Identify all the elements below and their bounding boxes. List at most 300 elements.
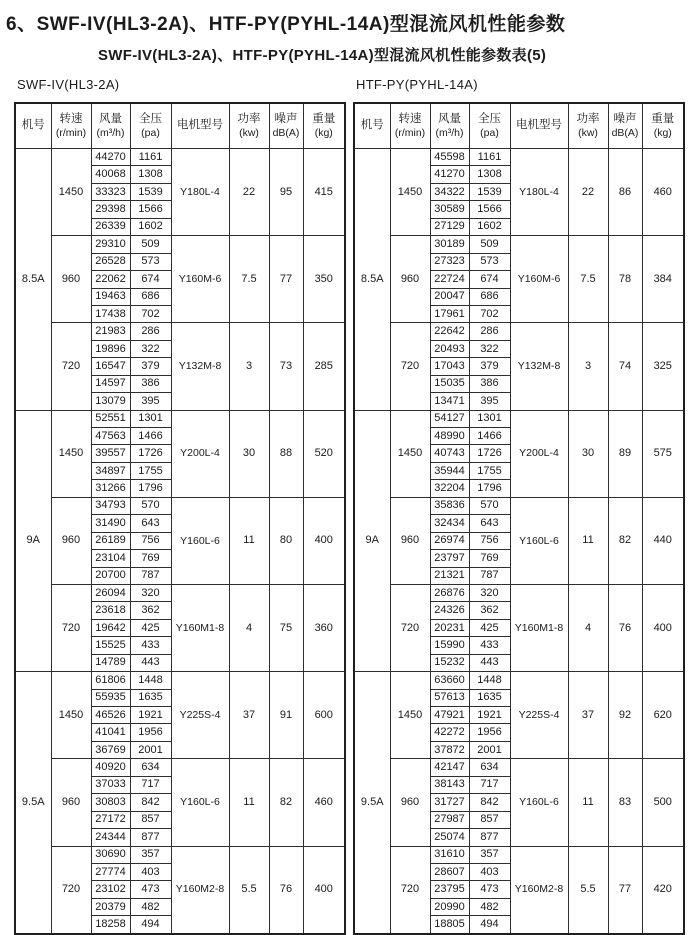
table-row: [354, 323, 684, 340]
table-row: [15, 323, 345, 340]
pressure-cell: 1308: [130, 166, 171, 183]
pressure-cell: 320: [130, 584, 171, 601]
flow-cell: 34793: [91, 497, 130, 514]
flow-cell: 20047: [430, 288, 469, 305]
power-cell: 4: [229, 584, 269, 671]
pressure-cell: 395: [130, 393, 171, 410]
motor-cell: Y160L-6: [510, 497, 568, 584]
col-header-unit: (kg): [314, 126, 333, 139]
flow-cell: 31266: [91, 480, 130, 497]
pressure-cell: 357: [469, 846, 510, 863]
weight-cell: 400: [303, 497, 345, 584]
pressure-cell: 433: [130, 637, 171, 654]
motor-cell: Y225S-4: [510, 672, 568, 759]
col-header-label: 机号: [360, 119, 384, 132]
pressure-cell: 509: [130, 236, 171, 253]
pressure-cell: 1755: [130, 462, 171, 479]
weight-cell: 420: [642, 846, 684, 934]
pressure-cell: 1796: [130, 480, 171, 497]
pressure-cell: 494: [469, 916, 510, 934]
flow-cell: 25074: [430, 829, 469, 846]
pressure-cell: 634: [469, 759, 510, 776]
col-header-unit: (r/min): [394, 126, 426, 139]
pressure-cell: 1635: [130, 689, 171, 706]
col-header-pressure: [469, 103, 510, 149]
col-header-speed: [390, 103, 430, 149]
pressure-cell: 702: [469, 305, 510, 322]
pressure-cell: 1796: [469, 480, 510, 497]
pressure-cell: 1726: [130, 445, 171, 462]
noise-cell: 76: [269, 846, 303, 934]
motor-cell: Y132M-8: [510, 323, 568, 410]
pressure-cell: 1566: [469, 201, 510, 218]
noise-cell: 82: [608, 497, 642, 584]
flow-cell: 35836: [430, 497, 469, 514]
col-header-flow: [430, 103, 469, 149]
col-header-unit: dB(A): [272, 126, 300, 139]
flow-cell: 22642: [430, 323, 469, 340]
table-row: [15, 672, 345, 689]
flow-cell: 20379: [91, 898, 130, 915]
flow-cell: 40743: [430, 445, 469, 462]
power-cell: 7.5: [568, 236, 608, 323]
weight-cell: 460: [303, 759, 345, 846]
col-header-weight: [303, 103, 345, 149]
col-header-speed: [51, 103, 91, 149]
pressure-cell: 433: [469, 637, 510, 654]
pressure-cell: 286: [130, 323, 171, 340]
model-cell: 8.5A: [354, 149, 390, 411]
weight-cell: 325: [642, 323, 684, 410]
pressure-cell: 787: [469, 567, 510, 584]
speed-cell: 960: [51, 759, 91, 846]
noise-cell: 74: [608, 323, 642, 410]
col-header-label: 功率: [237, 113, 261, 126]
pressure-cell: 403: [469, 863, 510, 880]
weight-cell: 500: [642, 759, 684, 846]
col-header-label: 噪声: [274, 113, 298, 126]
flow-cell: 15232: [430, 654, 469, 671]
pressure-cell: 482: [130, 898, 171, 915]
noise-cell: 86: [608, 149, 642, 236]
flow-cell: 31610: [430, 846, 469, 863]
col-header-label: 噪声: [613, 113, 637, 126]
pressure-cell: 857: [130, 811, 171, 828]
power-cell: 3: [229, 323, 269, 410]
power-cell: 11: [568, 759, 608, 846]
flow-cell: 13471: [430, 393, 469, 410]
weight-cell: 384: [642, 236, 684, 323]
flow-cell: 13079: [91, 393, 130, 410]
flow-cell: 61806: [91, 672, 130, 689]
pressure-cell: 395: [469, 393, 510, 410]
performance-table-swf: [14, 102, 346, 935]
flow-cell: 45598: [430, 149, 469, 166]
weight-cell: 400: [642, 584, 684, 671]
col-header-label: 转速: [398, 113, 422, 126]
flow-cell: 34322: [430, 183, 469, 200]
noise-cell: 88: [269, 410, 303, 497]
flow-cell: 57613: [430, 689, 469, 706]
pressure-cell: 320: [469, 584, 510, 601]
speed-cell: 960: [51, 236, 91, 323]
pressure-cell: 2001: [130, 741, 171, 758]
speed-cell: 1450: [51, 410, 91, 497]
motor-cell: Y200L-4: [171, 410, 229, 497]
pressure-cell: 842: [130, 794, 171, 811]
pressure-cell: 1956: [469, 724, 510, 741]
flow-cell: 21321: [430, 567, 469, 584]
col-header-label: 电机型号: [516, 119, 562, 132]
weight-cell: 440: [642, 497, 684, 584]
pressure-cell: 1301: [469, 410, 510, 427]
col-header-label: 风量: [99, 113, 122, 126]
flow-cell: 23795: [430, 881, 469, 898]
pressure-cell: 1921: [469, 707, 510, 724]
power-cell: 11: [229, 497, 269, 584]
pressure-cell: 322: [469, 340, 510, 357]
col-header-noise: [608, 103, 642, 149]
flow-cell: 23618: [91, 602, 130, 619]
col-header-label: 全压: [139, 113, 162, 126]
col-header-unit: (kw): [239, 126, 259, 139]
flow-cell: 31490: [91, 515, 130, 532]
flow-cell: 52551: [91, 410, 130, 427]
flow-cell: 28607: [430, 863, 469, 880]
power-cell: 5.5: [568, 846, 608, 934]
col-header-unit: (pa): [480, 126, 499, 139]
pressure-cell: 717: [130, 776, 171, 793]
noise-cell: 77: [269, 236, 303, 323]
col-header-model: [354, 103, 390, 149]
flow-cell: 20700: [91, 567, 130, 584]
noise-cell: 82: [269, 759, 303, 846]
weight-cell: 360: [303, 584, 345, 671]
pressure-cell: 717: [469, 776, 510, 793]
flow-cell: 37872: [430, 741, 469, 758]
pressure-cell: 1539: [130, 183, 171, 200]
pressure-cell: 1755: [469, 462, 510, 479]
noise-cell: 80: [269, 497, 303, 584]
noise-cell: 92: [608, 672, 642, 759]
speed-cell: 1450: [390, 410, 430, 497]
speed-cell: 960: [51, 497, 91, 584]
header-row: [354, 103, 684, 149]
noise-cell: 95: [269, 149, 303, 236]
header-row: [15, 103, 345, 149]
flow-cell: 16547: [91, 358, 130, 375]
flow-cell: 26339: [91, 218, 130, 235]
performance-table-htf: [353, 102, 685, 935]
power-cell: 3: [568, 323, 608, 410]
pressure-cell: 509: [469, 236, 510, 253]
col-header-pressure: [130, 103, 171, 149]
flow-cell: 19463: [91, 288, 130, 305]
weight-cell: 575: [642, 410, 684, 497]
motor-cell: Y160M1-8: [171, 584, 229, 671]
pressure-cell: 1602: [469, 218, 510, 235]
pressure-cell: 643: [130, 515, 171, 532]
noise-cell: 75: [269, 584, 303, 671]
noise-cell: 76: [608, 584, 642, 671]
flow-cell: 26974: [430, 532, 469, 549]
flow-cell: 40068: [91, 166, 130, 183]
pressure-cell: 362: [130, 602, 171, 619]
pressure-cell: 769: [130, 550, 171, 567]
pressure-cell: 1466: [469, 428, 510, 445]
flow-cell: 54127: [430, 410, 469, 427]
pressure-cell: 1448: [469, 672, 510, 689]
pressure-cell: 482: [469, 898, 510, 915]
noise-cell: 91: [269, 672, 303, 759]
speed-cell: 720: [51, 584, 91, 671]
flow-cell: 32434: [430, 515, 469, 532]
col-header-noise: [269, 103, 303, 149]
table-row: [354, 497, 684, 514]
power-cell: 11: [229, 759, 269, 846]
motor-cell: Y180L-4: [510, 149, 568, 236]
power-cell: 5.5: [229, 846, 269, 934]
noise-cell: 78: [608, 236, 642, 323]
col-header-unit: (r/min): [55, 126, 87, 139]
speed-cell: 1450: [390, 149, 430, 236]
power-cell: 4: [568, 584, 608, 671]
flow-cell: 26528: [91, 253, 130, 270]
flow-cell: 48990: [430, 428, 469, 445]
speed-cell: 720: [390, 323, 430, 410]
flow-cell: 26189: [91, 532, 130, 549]
power-cell: 37: [568, 672, 608, 759]
col-header-unit: (m³/h): [435, 126, 464, 139]
table-row: [15, 236, 345, 253]
pressure-cell: 386: [130, 375, 171, 392]
pressure-cell: 425: [469, 619, 510, 636]
flow-cell: 24344: [91, 829, 130, 846]
table-label-swf: SWF-IV(HL3-2A): [17, 77, 120, 92]
speed-cell: 1450: [51, 672, 91, 759]
pressure-cell: 379: [469, 358, 510, 375]
col-header-label: 全压: [478, 113, 501, 126]
col-header-label: 风量: [438, 113, 461, 126]
col-header-flow: [91, 103, 130, 149]
motor-cell: Y160M-6: [171, 236, 229, 323]
flow-cell: 15035: [430, 375, 469, 392]
flow-cell: 47563: [91, 428, 130, 445]
motor-cell: Y225S-4: [171, 672, 229, 759]
pressure-cell: 379: [130, 358, 171, 375]
flow-cell: 47921: [430, 707, 469, 724]
flow-cell: 20990: [430, 898, 469, 915]
pressure-cell: 634: [130, 759, 171, 776]
flow-cell: 27987: [430, 811, 469, 828]
flow-cell: 30589: [430, 201, 469, 218]
pressure-cell: 443: [469, 654, 510, 671]
motor-cell: Y132M-8: [171, 323, 229, 410]
pressure-cell: 573: [469, 253, 510, 270]
flow-cell: 30690: [91, 846, 130, 863]
power-cell: 7.5: [229, 236, 269, 323]
col-header-weight: [642, 103, 684, 149]
model-cell: 9A: [15, 410, 51, 672]
motor-cell: Y160M2-8: [171, 846, 229, 934]
power-cell: 37: [229, 672, 269, 759]
pressure-cell: 1539: [469, 183, 510, 200]
power-cell: 22: [568, 149, 608, 236]
flow-cell: 42147: [430, 759, 469, 776]
weight-cell: 460: [642, 149, 684, 236]
speed-cell: 1450: [51, 149, 91, 236]
pressure-cell: 2001: [469, 741, 510, 758]
col-header-unit: (pa): [141, 126, 160, 139]
weight-cell: 350: [303, 236, 345, 323]
speed-cell: 720: [51, 323, 91, 410]
pressure-cell: 787: [130, 567, 171, 584]
speed-cell: 720: [390, 584, 430, 671]
pressure-cell: 425: [130, 619, 171, 636]
pressure-cell: 570: [469, 497, 510, 514]
flow-cell: 20493: [430, 340, 469, 357]
flow-cell: 22062: [91, 271, 130, 288]
model-cell: 9.5A: [15, 672, 51, 934]
motor-cell: Y160M1-8: [510, 584, 568, 671]
pressure-cell: 877: [469, 829, 510, 846]
pressure-cell: 877: [130, 829, 171, 846]
flow-cell: 55935: [91, 689, 130, 706]
page-title: 6、SWF-IV(HL3-2A)、HTF-PY(PYHL-14A)型混流风机性能参数: [6, 14, 566, 35]
power-cell: 30: [229, 410, 269, 497]
col-header-label: 功率: [576, 113, 600, 126]
col-header-motor: [510, 103, 568, 149]
weight-cell: 520: [303, 410, 345, 497]
motor-cell: Y180L-4: [171, 149, 229, 236]
flow-cell: 26876: [430, 584, 469, 601]
pressure-cell: 573: [130, 253, 171, 270]
pressure-cell: 1161: [469, 149, 510, 166]
flow-cell: 27129: [430, 218, 469, 235]
flow-cell: 35944: [430, 462, 469, 479]
pressure-cell: 756: [469, 532, 510, 549]
power-cell: 22: [229, 149, 269, 236]
flow-cell: 23102: [91, 881, 130, 898]
flow-cell: 26094: [91, 584, 130, 601]
table-row: [354, 672, 684, 689]
motor-cell: Y160L-6: [510, 759, 568, 846]
flow-cell: 27323: [430, 253, 469, 270]
flow-cell: 24326: [430, 602, 469, 619]
flow-cell: 19642: [91, 619, 130, 636]
pressure-cell: 473: [130, 881, 171, 898]
pressure-cell: 1161: [130, 149, 171, 166]
flow-cell: 38143: [430, 776, 469, 793]
table-row: [354, 410, 684, 427]
table-row: [15, 759, 345, 776]
col-header-label: 机号: [21, 119, 45, 132]
flow-cell: 15525: [91, 637, 130, 654]
flow-cell: 32204: [430, 480, 469, 497]
flow-cell: 42272: [430, 724, 469, 741]
col-header-model: [15, 103, 51, 149]
table-row: [354, 584, 684, 601]
weight-cell: 415: [303, 149, 345, 236]
speed-cell: 720: [51, 846, 91, 934]
flow-cell: 18805: [430, 916, 469, 934]
col-header-motor: [171, 103, 229, 149]
pressure-cell: 570: [130, 497, 171, 514]
pressure-cell: 1466: [130, 428, 171, 445]
pressure-cell: 403: [130, 863, 171, 880]
flow-cell: 17043: [430, 358, 469, 375]
pressure-cell: 362: [469, 602, 510, 619]
page-subtitle: SWF-IV(HL3-2A)、HTF-PY(PYHL-14A)型混流风机性能参数表(5): [98, 47, 547, 64]
weight-cell: 400: [303, 846, 345, 934]
pressure-cell: 1602: [130, 218, 171, 235]
motor-cell: Y160M-6: [510, 236, 568, 323]
flow-cell: 40920: [91, 759, 130, 776]
speed-cell: 1450: [390, 672, 430, 759]
flow-cell: 19896: [91, 340, 130, 357]
flow-cell: 63660: [430, 672, 469, 689]
flow-cell: 41041: [91, 724, 130, 741]
pressure-cell: 357: [130, 846, 171, 863]
pressure-cell: 322: [130, 340, 171, 357]
flow-cell: 39557: [91, 445, 130, 462]
table-row: [15, 584, 345, 601]
pressure-cell: 842: [469, 794, 510, 811]
col-header-power: [229, 103, 269, 149]
pressure-cell: 1448: [130, 672, 171, 689]
col-header-unit: (m³/h): [96, 126, 125, 139]
table-label-htf: HTF-PY(PYHL-14A): [356, 77, 478, 92]
table-row: [354, 846, 684, 863]
col-header-unit: (kg): [653, 126, 672, 139]
col-header-unit: dB(A): [611, 126, 639, 139]
table-row: [354, 759, 684, 776]
flow-cell: 31727: [430, 794, 469, 811]
flow-cell: 27172: [91, 811, 130, 828]
col-header-label: 电机型号: [177, 119, 223, 132]
flow-cell: 30803: [91, 794, 130, 811]
table-row: [354, 149, 684, 166]
noise-cell: 73: [269, 323, 303, 410]
motor-cell: Y160L-6: [171, 759, 229, 846]
power-cell: 30: [568, 410, 608, 497]
table-block-swf: [14, 77, 344, 935]
pressure-cell: 769: [469, 550, 510, 567]
tables-row: [0, 77, 700, 935]
col-header-power: [568, 103, 608, 149]
table-block-htf: [353, 77, 683, 935]
flow-cell: 14789: [91, 654, 130, 671]
flow-cell: 17438: [91, 305, 130, 322]
flow-cell: 22724: [430, 271, 469, 288]
flow-cell: 33323: [91, 183, 130, 200]
pressure-cell: 1921: [130, 707, 171, 724]
speed-cell: 720: [390, 846, 430, 934]
model-cell: 9A: [354, 410, 390, 672]
pressure-cell: 674: [130, 271, 171, 288]
pressure-cell: 686: [130, 288, 171, 305]
col-header-unit: (kw): [578, 126, 598, 139]
pressure-cell: 1301: [130, 410, 171, 427]
table-row: [15, 846, 345, 863]
table-row: [15, 497, 345, 514]
pressure-cell: 857: [469, 811, 510, 828]
flow-cell: 41270: [430, 166, 469, 183]
flow-cell: 37033: [91, 776, 130, 793]
flow-cell: 29398: [91, 201, 130, 218]
pressure-cell: 1956: [130, 724, 171, 741]
pressure-cell: 1726: [469, 445, 510, 462]
